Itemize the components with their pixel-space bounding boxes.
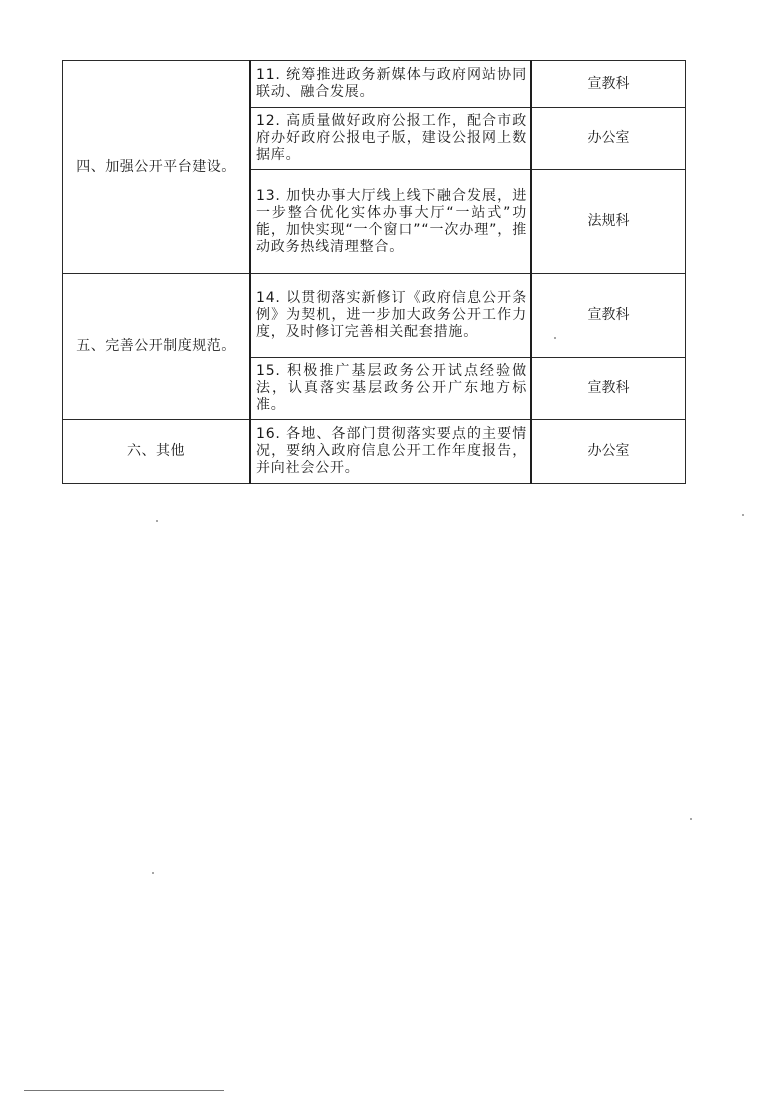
category-cell bbox=[63, 420, 251, 484]
dept-cell: 办公室 bbox=[531, 108, 686, 170]
table-row bbox=[63, 274, 686, 358]
scan-speck bbox=[690, 818, 692, 820]
task-cell: 12. 高质量做好政府公报工作，配合市政府办好政府公报电子版，建设公报网上数据库。 bbox=[250, 108, 531, 170]
task-cell: 14. 以贯彻落实新修订《政府信息公开条例》为契机，进一步加大政务公开工作力度，及时修订完善相关配套措施。 bbox=[250, 274, 531, 358]
category-cell bbox=[63, 274, 251, 420]
dept-cell: 宣教科 bbox=[531, 274, 686, 358]
scan-speck bbox=[554, 337, 556, 339]
scan-speck bbox=[156, 520, 158, 522]
table-row bbox=[63, 61, 686, 108]
category-label: 六、其他 bbox=[127, 443, 185, 459]
dept-cell: 法规科 bbox=[531, 170, 686, 274]
category-label: 五、完善公开制度规范。 bbox=[76, 338, 236, 354]
category-cell bbox=[63, 61, 251, 274]
category-label: 四、加强公开平台建设。 bbox=[76, 158, 236, 175]
task-cell: 16. 各地、各部门贯彻落实要点的主要情况，要纳入政府信息公开工作年度报告，并向社会公开。 bbox=[250, 420, 531, 484]
task-cell: 13. 加快办事大厅线上线下融合发展，进一步整合优化实体办事大厅“一站式”功能，加快实现“一个窗口”“一次办理”，推动政务热线清理整合。 bbox=[250, 170, 531, 274]
task-cell: 11. 统筹推进政务新媒体与政府网站协同联动、融合发展。 bbox=[250, 61, 531, 108]
scan-speck bbox=[742, 514, 744, 516]
task-cell: 15. 积极推广基层政务公开试点经验做法，认真落实基层政务公开广东地方标准。 bbox=[250, 358, 531, 420]
scan-edge-line bbox=[24, 1090, 224, 1091]
scan-speck bbox=[152, 872, 154, 874]
table-row bbox=[63, 420, 686, 484]
dept-cell: 宣教科 bbox=[531, 61, 686, 108]
dept-cell: 宣教科 bbox=[531, 358, 686, 420]
dept-cell: 办公室 bbox=[531, 420, 686, 484]
task-table bbox=[62, 60, 686, 484]
